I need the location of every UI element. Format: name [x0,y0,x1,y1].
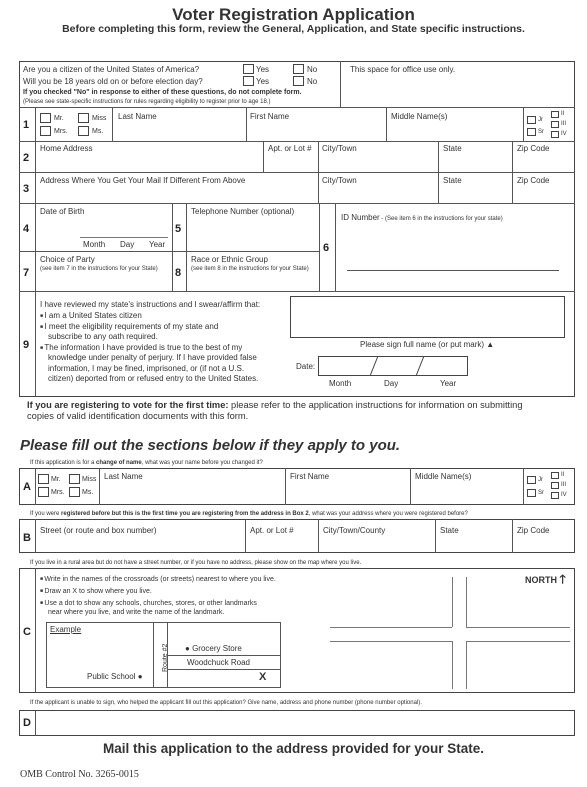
section-a-intro: If this application is for a change of name, what was your name before you changed it? [30,460,263,466]
mrs-label: Mrs. [54,128,68,135]
city-label: City/Town [322,144,357,153]
map-road-v3 [452,641,453,689]
box-number-7: 7 [23,267,30,279]
citizen-yes-label: Yes [256,65,270,74]
grocery-label: ● Grocery Store [185,644,242,653]
a-ii-checkbox[interactable] [551,472,559,479]
north-arrow-icon: 🡑 [559,572,566,586]
iv-label: IV [561,131,567,137]
date-label: Date: [296,362,316,371]
divider [246,107,247,141]
id-line [347,270,559,271]
form-title: Voter Registration Application [172,5,415,24]
divider [35,710,36,736]
eligibility-warning: If you checked "No" in response to either of these questions, do not complete form. [23,89,302,96]
a-sr-checkbox[interactable] [527,489,536,497]
c-b3a: ■ Use a dot to show any schools, churches, stores, or other landmarks [40,600,257,607]
a-mr-label: Mr. [51,476,61,483]
map-road-h1 [330,627,452,628]
divider [318,519,319,553]
oath-b3d: citizen) deported from or refused entry to the United States. [48,374,259,383]
dob-label: Date of Birth [40,207,85,216]
mail-city-label: City/Town [322,176,357,185]
map-road-h2 [466,627,570,628]
a-miss-label: Miss [82,476,97,483]
oath-b3c: information, I may be fined, imprisoned, or (if not a U.S. [48,364,245,373]
a-mr-checkbox[interactable] [38,474,49,484]
mr-checkbox[interactable] [40,113,51,123]
draw-map-area[interactable] [325,572,570,690]
party-label: Choice of Party [40,255,95,264]
divider [99,468,100,505]
divider [285,468,286,505]
dob-year: Year [149,240,166,249]
a-iv-checkbox[interactable] [551,492,559,499]
jr-checkbox[interactable] [527,116,536,124]
id-number-label: ID Number - (See item 6 in the instructions for your state) [341,213,503,222]
map-road-v1 [452,577,453,627]
dob-month: Month [83,240,106,249]
rowline [19,291,575,292]
jr-label: Jr [538,117,543,123]
road-line-bottom [167,669,281,670]
box-number-1: 1 [23,119,30,131]
mail-address-label: Address Where You Get Your Mail If Different From Above [40,176,246,185]
sign-year: Year [440,379,457,388]
omb-control: OMB Control No. 3265-0015 [20,769,139,780]
office-divider [340,61,341,107]
a-miss-checkbox[interactable] [69,474,80,484]
route-line-left [153,622,154,688]
ii-label: II [561,111,565,117]
box-number-2: 2 [23,152,30,164]
a-ms-checkbox[interactable] [69,487,80,497]
b-zip-label: Zip Code [517,526,550,535]
a-middle-label: Middle Name(s) [415,472,472,481]
iii-checkbox[interactable] [551,121,559,128]
b-state-label: State [440,526,459,535]
example-label: Example [50,625,82,634]
sr-checkbox[interactable] [527,128,536,136]
mr-label: Mr. [54,115,64,122]
divider [172,203,173,291]
section-b [19,519,575,553]
divider [410,468,411,505]
divider [35,568,36,693]
c-b3b: near where you live, and write the name of the landmark. [48,609,225,616]
route-label: Route #2 [162,643,169,672]
miss-label: Miss [92,115,107,122]
divider [523,107,524,141]
rowline [19,172,575,173]
sign-month: Month [329,379,352,388]
age-question: Will you be 18 years old on or before election day? [23,77,203,86]
divider [186,203,187,291]
oath-b3b: knowledge under penalty of perjury. If I have provided false [48,353,257,362]
box-number-4: 4 [23,223,30,235]
phone-label: Telephone Number (optional) [191,207,295,216]
divider [386,107,387,141]
divider [35,519,36,553]
citizen-question: Are you a citizen of the United States of America? [23,65,200,74]
divider [512,141,513,203]
oath-b2b: subscribe to any oath required. [48,332,158,341]
office-use-text: This space for office use only. [350,65,456,74]
map-road-v4 [466,641,467,689]
divider [112,107,113,141]
divider [435,519,436,553]
a-iii-label: III [561,482,567,488]
ii-checkbox[interactable] [551,111,559,118]
rowline [19,107,575,108]
box-number-3: 3 [23,183,30,195]
divider [35,468,36,505]
sr-label: Sr [538,129,544,135]
box-letter-d: D [23,717,31,729]
section-b-intro: If you were registered before but this is the first time you are registering from the address in Box 2, what was your address where you were registered before? [30,511,468,517]
oath-b1: ■ I am a United States citizen [40,312,142,320]
dob-line [80,237,168,238]
rowline [19,203,575,204]
sign-day: Day [384,379,399,388]
divider [319,203,320,291]
map-road-h4 [466,641,570,642]
divider [245,519,246,553]
box-number-8: 8 [175,267,182,279]
signature-box[interactable] [290,296,565,338]
home-address-label: Home Address [40,144,93,153]
oath-b3a: ■ The information I have provided is true to the best of my [40,344,242,352]
race-note: (see item 8 in the instructions for your State) [191,266,309,272]
road-label: Woodchuck Road [187,658,250,667]
divider [523,468,524,505]
party-note: (see item 7 in the instructions for your State) [40,266,158,272]
oath-b2a: ■ I meet the eligibility requirements of my state and [40,323,218,331]
section-d-intro: If the applicant is unable to sign, who helped the applicant fill out this application? Give name, address and phone number (phone number optional). [30,700,422,706]
map-road-h3 [330,641,452,642]
date-slashes [318,356,468,376]
age-no-checkbox[interactable] [293,76,304,86]
age-yes-label: Yes [256,77,270,86]
state-label: State [443,144,462,153]
citizen-no-label: No [307,65,318,74]
miss-checkbox[interactable] [78,113,89,123]
a-iv-label: IV [561,492,567,498]
citizen-no-checkbox[interactable] [293,64,304,74]
box-number-6: 6 [323,242,330,254]
c-b2: ■ Draw an X to show where you live. [40,588,152,595]
a-sr-label: Sr [538,490,544,496]
ms-label: Ms. [92,128,104,135]
mail-zip-label: Zip Code [517,176,550,185]
box-number-9: 9 [23,339,30,351]
mrs-checkbox[interactable] [40,126,51,136]
mail-state-label: State [443,176,462,185]
first-time-note: If you are registering to vote for the first time: please refer to the application instructions for information on submitting [27,400,523,410]
form-subtitle: Before completing this form, review the General, Application, and State specific instructions. [62,23,525,35]
b-apt-label: Apt. or Lot # [250,526,294,535]
section-d[interactable] [19,710,575,736]
a-iii-checkbox[interactable] [551,482,559,489]
age-yes-checkbox[interactable] [243,76,254,86]
iv-checkbox[interactable] [551,131,559,138]
box-number-5: 5 [175,223,182,235]
eligibility-note: (Please see state-specific instructions for rules regarding eligibility to register prior to age 18.) [23,99,271,105]
age-no-label: No [307,77,318,86]
divider [263,141,264,172]
num-col [35,107,36,397]
divider [335,203,336,291]
a-jr-label: Jr [538,477,543,483]
divider [512,519,513,553]
x-mark: X [259,671,267,683]
b-city-label: City/Town/County [323,526,386,535]
mail-instruction: Mail this application to the address provided for your State. [102,741,485,756]
ms-checkbox[interactable] [78,126,89,136]
section2-title: Please fill out the sections below if they apply to you. [20,437,401,454]
last-name-label: Last Name [118,112,157,121]
box-letter-a: A [23,481,31,493]
rowline [19,141,575,142]
race-label: Race or Ethnic Group [191,255,268,264]
box-letter-b: B [23,532,31,544]
sign-label: Please sign full name (or put mark) ▲ [360,340,495,349]
a-first-label: First Name [290,472,330,481]
rowline [19,251,319,252]
iii-label: III [561,121,567,127]
divider [438,141,439,203]
c-b1: ■ Write in the names of the crossroads (or streets) nearest to where you live. [40,576,276,583]
first-time-note-2: copies of valid identification documents with this form. [27,411,249,421]
a-mrs-label: Mrs. [51,489,65,496]
zip-label: Zip Code [517,144,550,153]
school-label: Public School ● [87,672,143,681]
oath-intro: I have reviewed my state's instructions and I swear/affirm that: [40,300,261,309]
north-label: NORTH 🡑 [525,572,566,586]
a-ms-label: Ms. [82,489,94,496]
apt-label: Apt. or Lot # [268,144,312,153]
road-line-top [167,655,281,656]
box-letter-c: C [23,626,31,638]
a-last-label: Last Name [104,472,143,481]
a-mrs-checkbox[interactable] [38,487,49,497]
divider [318,141,319,203]
middle-name-label: Middle Name(s) [391,112,448,121]
b-street-label: Street (or route and box number) [40,526,157,535]
map-road-v2 [466,577,467,627]
first-name-label: First Name [250,112,290,121]
section-c-intro: If you live in a rural area but do not have a street number, or if you have no address, please show on the map where you live. [30,560,362,566]
a-ii-label: II [561,472,565,478]
a-jr-checkbox[interactable] [527,476,536,484]
dob-day: Day [120,240,135,249]
citizen-yes-checkbox[interactable] [243,64,254,74]
